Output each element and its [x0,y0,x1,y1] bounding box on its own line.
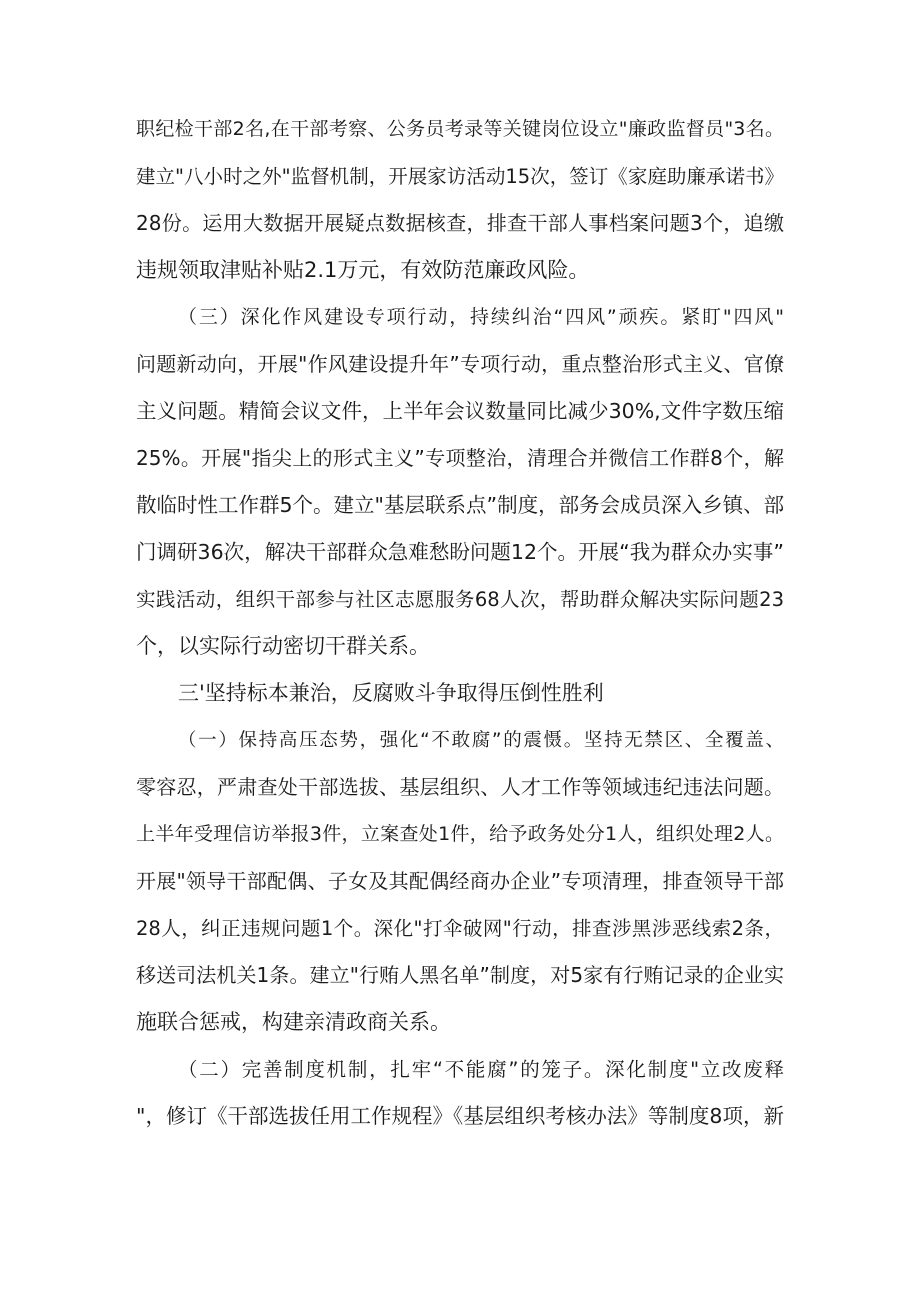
text-line: 移送司法机关1条。建立"行贿人黑名单”制度，对5家有行贿记录的企业实 [136,963,784,987]
text-line: 开展"领导干部配偶、子女及其配偶经商办企业”专项清理，排查领导干部 [136,869,784,893]
text-line: 上半年受理信访举报3件，立案查处1件，给予政务处分1人，组织处理2人。 [136,823,784,845]
text-line: 问题新动向，开展"作风建设提升年”专项行动，重点整治形式主义、官僚 [136,352,784,376]
text-line: 门调研36次，解决干部群众急难愁盼问题12个。开展“我为群众办实事” [136,540,784,564]
text-line: （一）保持高压态势，强化“不敢腐”的震慑。坚持无禁区、全覆盖、 [178,730,784,751]
text-line: 零容忍，严肃查处干部选拔、基层组织、人才工作等领域违纪违法问题。 [136,775,784,799]
text-line: 散临时性工作群5个。建立"基层联系点”制度，部务会成员深入乡镇、部 [136,493,785,517]
text-line: 28份。运用大数据开展疑点数据核查，排查干部人事档案问题3个，追缴 [136,211,784,235]
text-line: 个，以实际行动密切干群关系。 [136,634,430,658]
text-line: "，修订《干部选拔任用工作规程》《基层组织考核办法》等制度8项，新 [136,1104,784,1128]
text-line: 建立"八小时之外"监督机制，开展家访活动15次，签订《家庭助廉承诺书》 [136,165,784,188]
text-line: （二）完善制度机制，扎牢“不能腐”的笼子。深化制度"立改废释 [178,1058,784,1081]
paragraph-supervision [136,106,784,294]
section-heading [136,670,784,717]
text-line: 施联合惩戒，构建亲清政商关系。 [136,1010,451,1034]
document-body [136,106,784,1140]
text-line: 职纪检干部2名,在干部考察、公务员考录等关键岗位设立"廉政监督员"3名。 [136,118,784,140]
text-line: 三'坚持标本兼治，反腐败斗争取得压倒性胜利 [178,681,604,705]
text-line: 主义问题。精简会议文件，上半年会议数量同比减少30%,文件字数压缩 [136,399,784,423]
text-line: 25%。开展"指尖上的形式主义”专项整治，清理合并微信工作群8个，解 [136,446,784,470]
paragraph-high-pressure [136,717,784,1046]
text-line: 实践活动，组织干部参与社区志愿服务68人次，帮助群众解决实际问题23 [136,588,784,611]
paragraph-institution [136,1046,784,1140]
text-line: 28人，纠正违规问题1个。深化"打伞破网"行动，排查涉黑涉恶线索2条， [136,917,784,940]
text-line: 违规领取津贴补贴2.1万元，有效防范廉政风险。 [136,258,590,282]
paragraph-work-style [136,294,784,670]
text-line: （三）深化作风建设专项行动，持续纠治“四风”顽疾。紧盯"四风" [178,306,784,328]
